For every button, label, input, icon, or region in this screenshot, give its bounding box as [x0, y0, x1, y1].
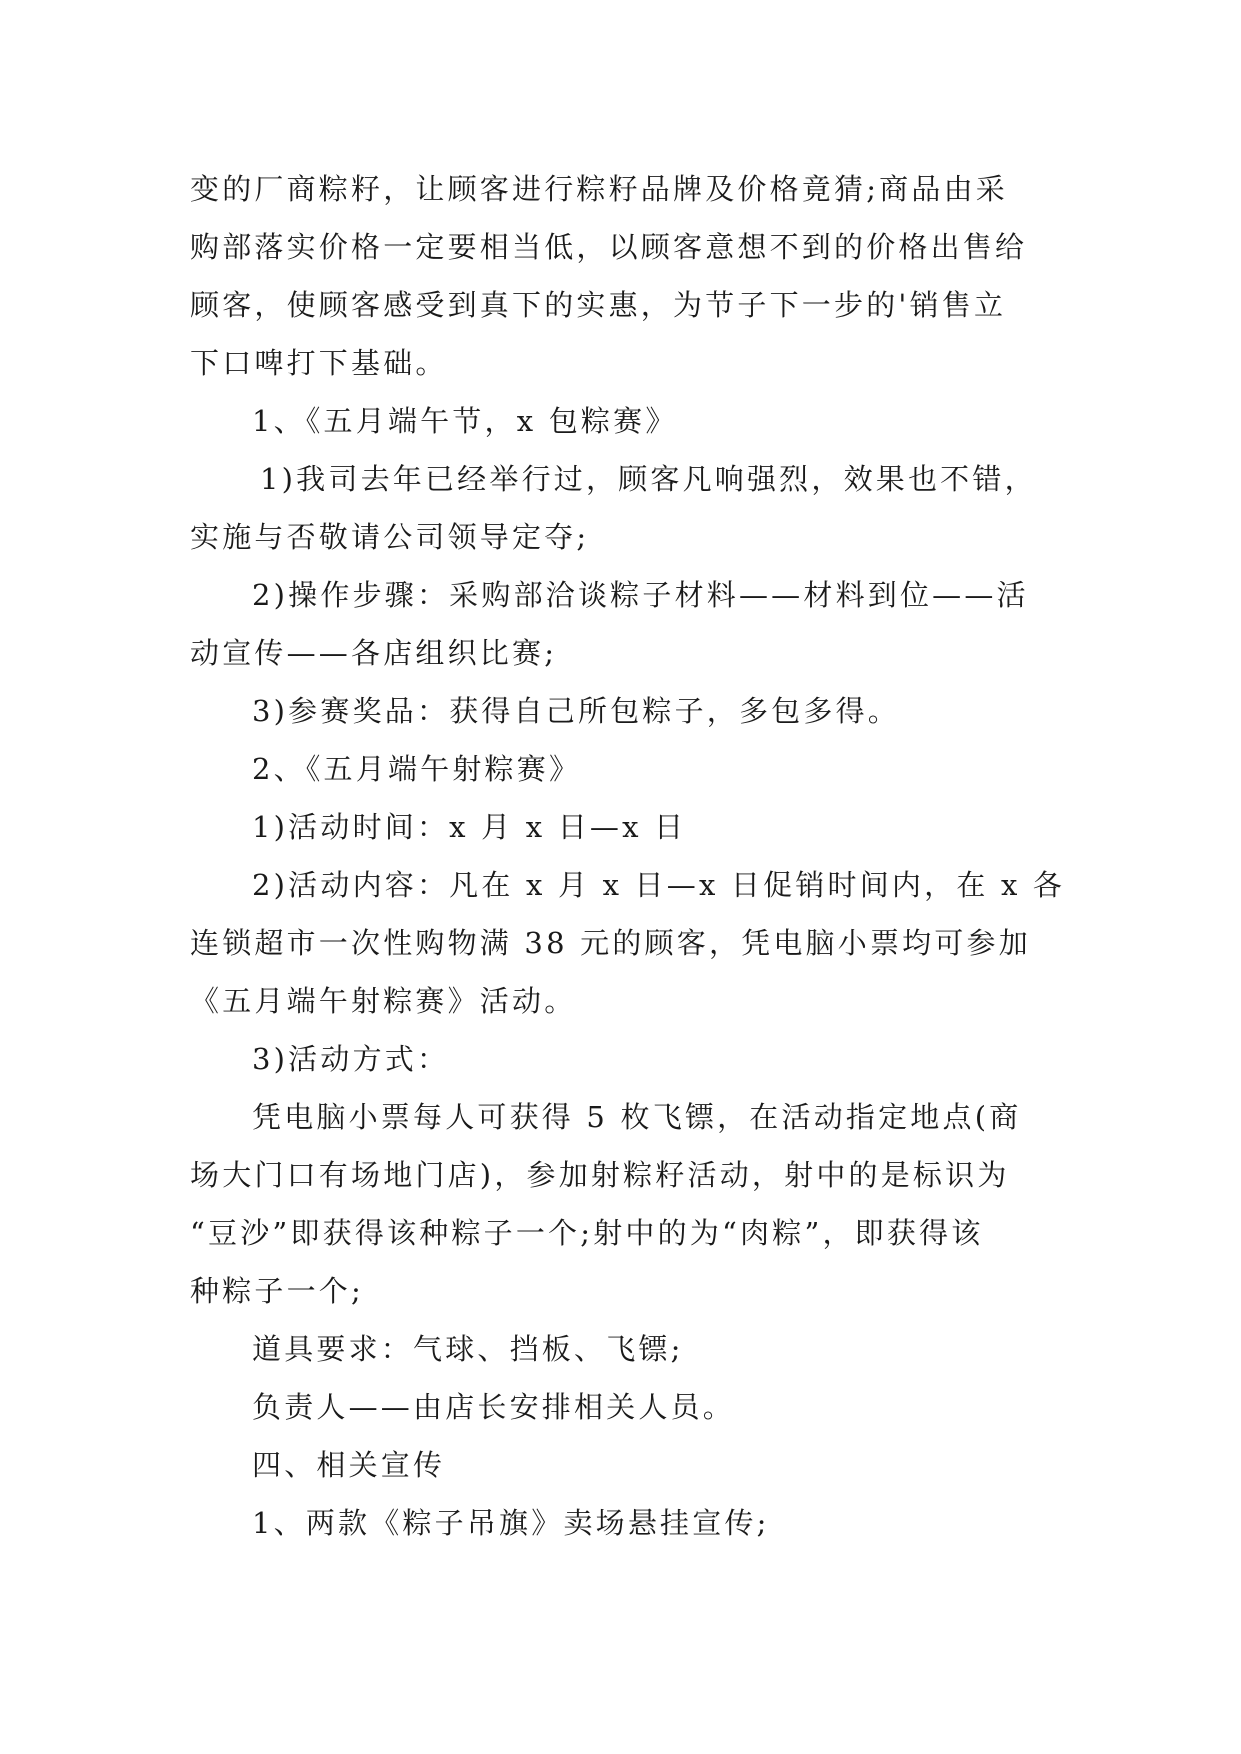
paragraph-line: 实施与否敬请公司领导定夺; — [190, 520, 590, 554]
paragraph-line: 道具要求：气球、挡板、飞镖; — [252, 1332, 684, 1366]
document-body — [190, 160, 1066, 1552]
paragraph-line: 1、两款《粽子吊旗》卖场悬挂宣传; — [252, 1506, 770, 1540]
paragraph-line: 3)活动方式： — [252, 1042, 450, 1076]
paragraph-line: 动宣传——各店组织比赛; — [190, 636, 558, 670]
paragraph-line: 1)活动时间：x 月 x 日—x 日 — [252, 810, 687, 844]
paragraph-line: 凭电脑小票每人可获得 5 枚飞镖，在活动指定地点(商 — [252, 1100, 1022, 1134]
paragraph-line: “豆沙”即获得该种粽子一个;射中的为“肉粽”，即获得该 — [190, 1216, 984, 1250]
paragraph-line: 下口啤打下基础。 — [190, 346, 448, 380]
paragraph-line: 2)活动内容：凡在 x 月 x 日—x 日促销时间内，在 x 各 — [252, 868, 1066, 902]
paragraph-line: 负责人——由店长安排相关人员。 — [252, 1390, 736, 1424]
section-heading: 2、《五月端午射粽赛》 — [252, 752, 582, 786]
paragraph-line: 购部落实价格一定要相当低，以顾客意想不到的价格出售给 — [190, 230, 1028, 264]
paragraph-line: 变的厂商粽籽，让顾客进行粽籽品牌及价格竟猜;商品由采 — [190, 172, 1008, 206]
paragraph-line: 1)我司去年已经举行过，顾客凡响强烈，效果也不错， — [260, 462, 1037, 496]
section-heading: 1、《五月端午节，x 包粽赛》 — [252, 404, 678, 438]
paragraph-line: 场大门口有场地门店)，参加射粽籽活动，射中的是标识为 — [190, 1158, 1010, 1192]
paragraph-line: 连锁超市一次性购物满 38 元的顾客，凭电脑小票均可参加 — [190, 926, 1031, 960]
paragraph-line: 《五月端午射粽赛》活动。 — [190, 984, 577, 1018]
paragraph-line: 顾客，使顾客感受到真下的实惠，为节子下一步的'销售立 — [190, 288, 1007, 322]
paragraph-line: 种粽子一个; — [190, 1274, 364, 1308]
paragraph-line: 2)操作步骤：采购部洽谈粽子材料——材料到位——活 — [252, 578, 1029, 612]
section-heading: 四、相关宣传 — [252, 1448, 446, 1482]
paragraph-line: 3)参赛奖品：获得自己所包粽子，多包多得。 — [252, 694, 900, 728]
